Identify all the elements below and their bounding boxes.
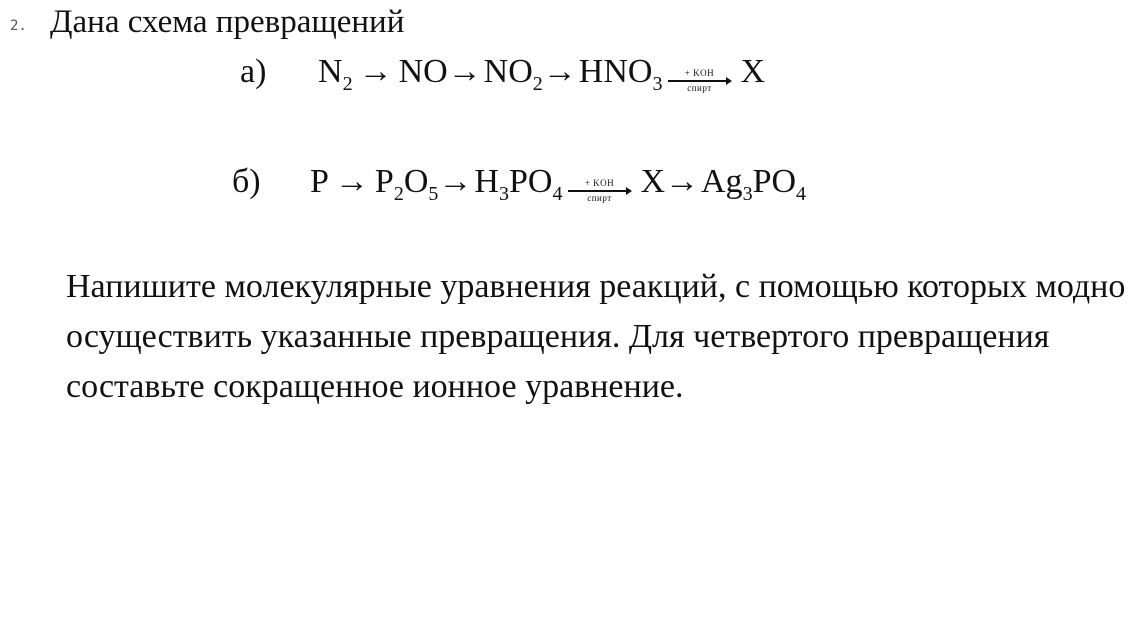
task-number: 2. — [10, 18, 27, 34]
scheme-b-label: б) — [232, 163, 261, 200]
arrow-icon — [668, 80, 730, 82]
scheme-a — [240, 50, 765, 94]
scheme-a-species-4: $HNO_3$ — [578, 53, 663, 95]
condition-solvent: спирт — [687, 83, 712, 93]
scheme-b-species-3: $H_3PO_4$ — [474, 163, 563, 205]
arrow-icon: → — [447, 53, 482, 90]
arrow-icon: → — [665, 163, 699, 200]
arrow-icon: → — [438, 163, 473, 200]
scheme-b-species-4: X — [640, 163, 665, 200]
condition-reagent: + KOH — [584, 178, 615, 188]
scheme-a-species-3: $NO_2$ — [483, 53, 543, 95]
condition-solvent: спирт — [587, 193, 612, 203]
scheme-b-species-5: $Ag_3PO_4$ — [701, 163, 807, 205]
arrow-icon — [568, 190, 630, 192]
scheme-b — [232, 160, 806, 204]
condition-reagent: + KOH — [684, 68, 715, 78]
instructions-text: Напишите молекулярные уравнения реакций, с помощью которых модно осуществить указанные превращения. Для четвертого превращения составьте сокращенное ионное уравнение. — [66, 268, 1126, 405]
scheme-a-condition-arrow — [668, 69, 730, 93]
scheme-b-condition-arrow — [568, 179, 630, 203]
scheme-a-species-5: X — [740, 53, 766, 90]
scheme-a-species-1: $N_2$ — [318, 53, 353, 95]
arrow-icon: → — [542, 53, 577, 90]
scheme-b-species-2: $P_2O_5$ — [374, 163, 439, 205]
scheme-a-label: а) — [240, 53, 267, 90]
scheme-b-species-1: P — [310, 163, 329, 200]
task-title: Дана схема превращений — [50, 4, 405, 40]
scheme-a-species-2: NO — [398, 53, 448, 90]
arrow-icon: → — [358, 53, 393, 90]
arrow-icon: → — [334, 163, 369, 200]
